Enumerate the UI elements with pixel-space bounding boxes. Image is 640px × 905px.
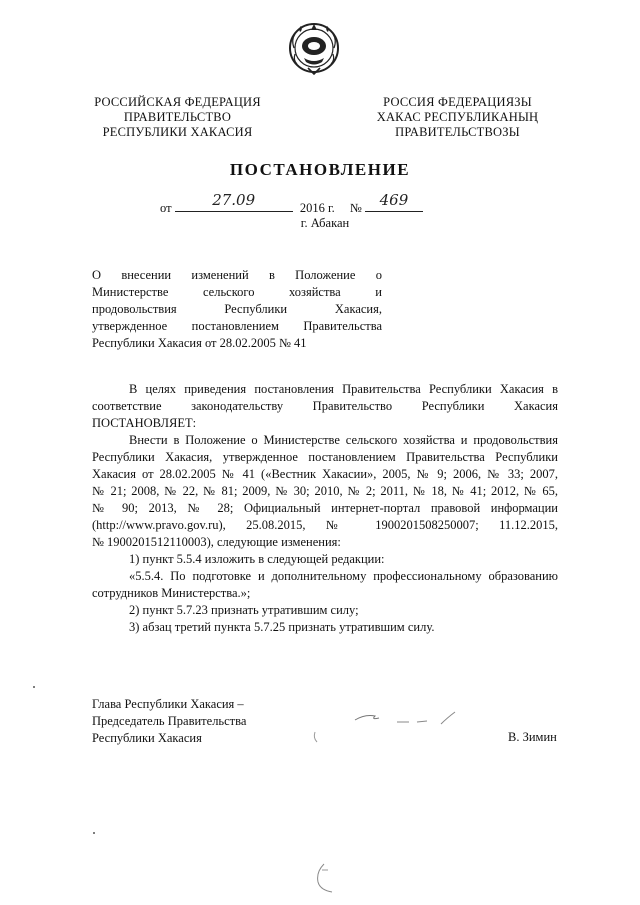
item-3: 3) абзац третий пункта 5.7.25 признать утратившим силу. (129, 620, 435, 634)
preamble-line-1: В целях приведения постановления Правительства Республики Хакасия в (129, 382, 558, 396)
item-2: 2) пункт 5.7.23 признать утратившим силу; (129, 603, 359, 617)
header-right-line-1: РОССИЯ ФЕДЕРАЦИЯЗЫ (383, 95, 532, 109)
handwritten-number: 469 (379, 191, 409, 209)
header-right-line-2: ХАКАС РЕСПУБЛИКАНЫҢ (376, 110, 539, 124)
date-prefix: от (160, 201, 172, 215)
number-sign: № (349, 201, 362, 215)
main-line-6: (http://www.pravo.gov.ru), 25.08.2015, № 1900201508250007; 11.12.2015, (92, 518, 558, 532)
main-line-7: № 1900201512110003), следующие изменения: (92, 535, 341, 549)
document-title: ПОСТАНОВЛЕНИЕ (229, 160, 411, 179)
signer-name: В. Зимин (508, 730, 557, 744)
preamble-line-3: ПОСТАНОВЛЯЕТ: (92, 416, 197, 430)
header-right-line-3: ПРАВИТЕЛЬСТВОЗЫ (395, 125, 520, 139)
coat-of-arms-emblem (286, 18, 342, 78)
subject-line-3: продовольствия Республики Хакасия, (92, 302, 382, 316)
subject-block (92, 267, 382, 352)
signer-line-1: Глава Республики Хакасия – (92, 697, 244, 711)
signer-line-3: Республики Хакасия (92, 731, 202, 745)
main-line-5: № 90; 2013, № 28; Официальный интернет-портал правовой информации (92, 501, 558, 515)
date-year: 2016 г. (299, 201, 335, 215)
handwritten-signature (305, 700, 475, 750)
city: г. Абакан (300, 216, 350, 230)
subject-line-2: Министерстве сельского хозяйства и (92, 285, 382, 299)
subject-line-4: утвержденное постановлением Правительства (92, 319, 382, 333)
scan-dot (93, 832, 95, 834)
preamble-line-2: соответствие законодательству Правительство Республики Хакасия (92, 399, 558, 413)
subject-line-5: Республики Хакасия от 28.02.2005 № 41 (92, 336, 307, 350)
document-body (92, 381, 558, 636)
signer-block (92, 696, 246, 747)
main-line-3: Хакасия от 28.02.2005 № 41 («Вестник Хакасии», 2005, № 9; 2006, № 33; 2007, (92, 467, 558, 481)
header-right (355, 95, 560, 140)
main-line-4: № 21; 2008, № 22, № 81; 2009, № 30; 2010, № 2; 2011, № 18, № 41; 2012, № 65, (92, 484, 558, 498)
item-1-text-line-1: «5.5.4. По подготовке и дополнительному профессиональному образованию (129, 569, 558, 583)
main-line-2: Республики Хакасия, утвержденное постановлением Правительства Республики (92, 450, 558, 464)
handwritten-date: 27.09 (212, 191, 256, 209)
date-line (160, 191, 423, 216)
item-1-text-line-2: сотрудников Министерства.»; (92, 586, 251, 600)
item-1: 1) пункт 5.5.4 изложить в следующей редакции: (129, 552, 385, 566)
number-field (365, 191, 423, 212)
corner-scan-mark (312, 862, 338, 894)
subject-line-1: О внесении изменений в Положение о (92, 268, 382, 282)
header-left (75, 95, 280, 140)
signer-line-2: Председатель Правительства (92, 714, 247, 728)
header-left-line-3: РЕСПУБЛИКИ ХАКАСИЯ (102, 125, 253, 139)
scan-dot (33, 686, 35, 688)
header-left-line-2: ПРАВИТЕЛЬСТВО (123, 110, 232, 124)
main-line-1: Внести в Положение о Министерстве сельского хозяйства и продовольствия (129, 433, 558, 447)
header-left-line-1: РОССИЙСКАЯ ФЕДЕРАЦИЯ (94, 95, 261, 109)
date-field (175, 191, 293, 212)
